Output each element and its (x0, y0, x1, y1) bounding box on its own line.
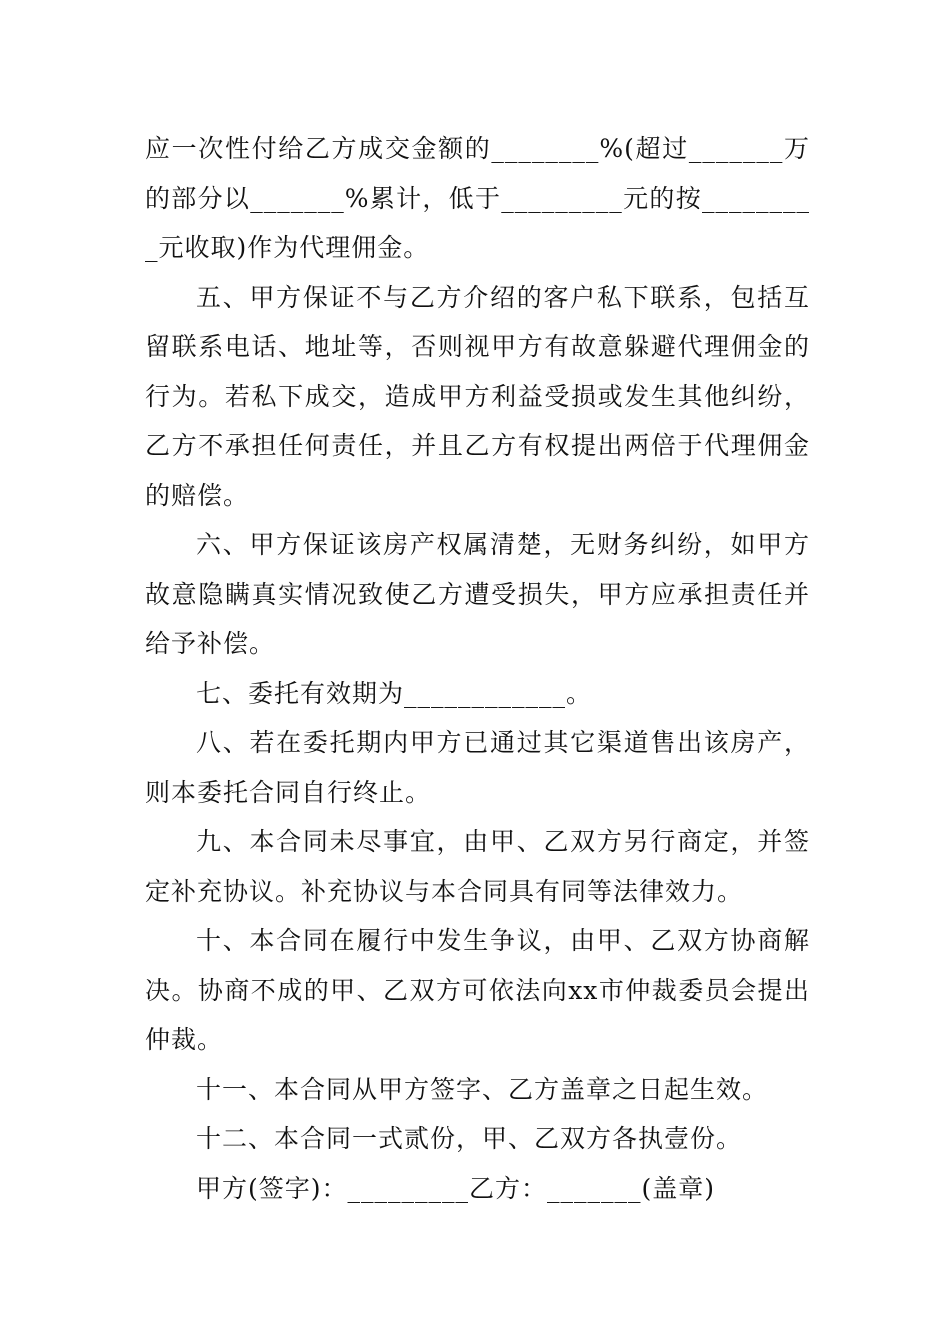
paragraph-clause-11: 十一、本合同从甲方签字、乙方盖章之日起生效。 (196, 1074, 769, 1104)
signature-line: 甲方(签字)：_________乙方：_______(盖章) (196, 1173, 716, 1203)
paragraph-clause-6: 六、甲方保证该房产权属清楚，无财务纠纷，如甲方故意隐瞒真实情况致使乙方遭受损失，甲方应承担责任并给予补偿。 (145, 530, 810, 658)
paragraph-clause-8: 八、若在委托期内甲方已通过其它渠道售出该房产，则本委托合同自行终止。 (145, 728, 810, 807)
paragraph-clause-9: 九、本合同未尽事宜，由甲、乙双方另行商定，并签定补充协议。补充协议与本合同具有同等法律效力。 (145, 827, 810, 906)
paragraph-commission-terms: 应一次性付给乙方成交金额的________%(超过_______万的部分以_______%累计，低于_________元的按_________元收取)作为代理佣金。 (145, 134, 810, 262)
paragraph-clause-5: 五、甲方保证不与乙方介绍的客户私下联系，包括互留联系电话、地址等，否则视甲方有故意躲避代理佣金的行为。若私下成交，造成甲方利益受损或发生其他纠纷，乙方不承担任何责任，并且乙方有权提出两倍于代理佣金的赔偿。 (145, 282, 810, 510)
paragraph-clause-7: 七、委托有效期为____________。 (196, 678, 593, 708)
contract-body (145, 124, 810, 1213)
paragraph-clause-12: 十二、本合同一式贰份，甲、乙双方各执壹份。 (196, 1124, 743, 1153)
paragraph-clause-10: 十、本合同在履行中发生争议，由甲、乙双方协商解决。协商不成的甲、乙双方可依法向xx市仲裁委员会提出仲裁。 (145, 926, 810, 1054)
